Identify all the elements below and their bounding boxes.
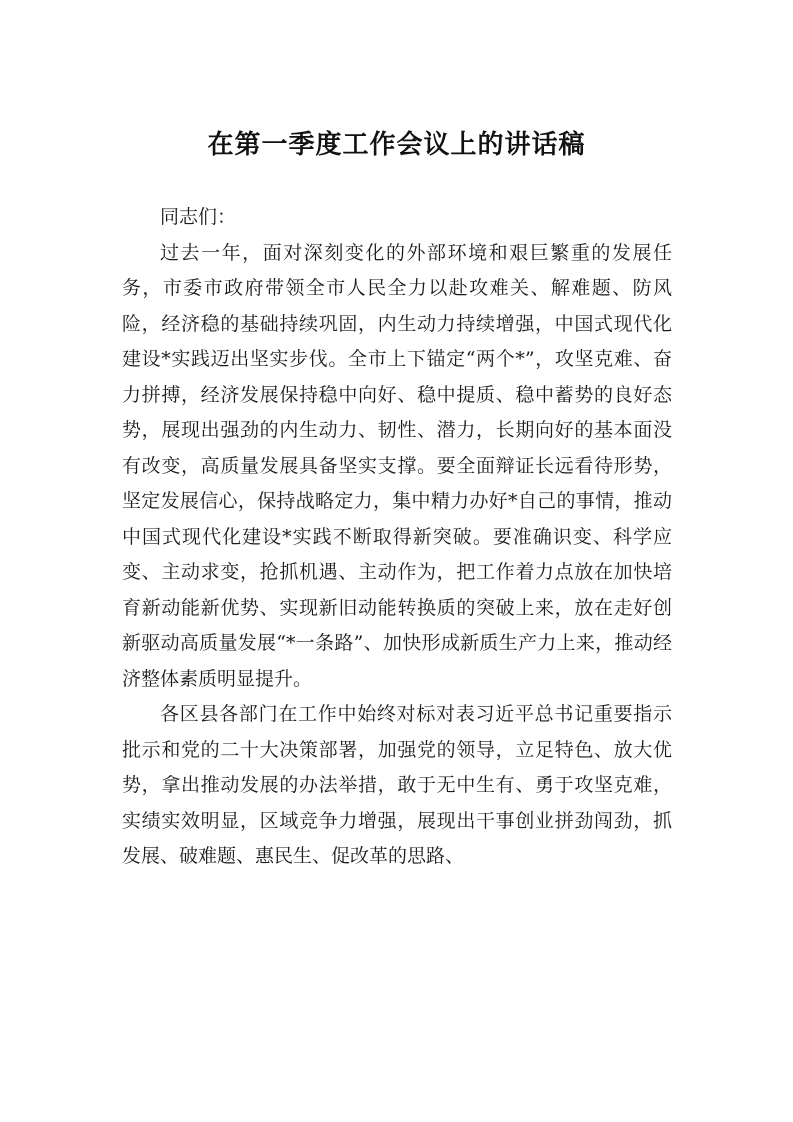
paragraph-2: 各区县各部门在工作中始终对标对表习近平总书记重要指示批示和党的二十大决策部署，加强党的领导，立足特色、放大优势，拿出推动发展的办法举措，敢于无中生有、勇于攻坚克难，实绩实效明显，区域竞争力增强，展现出干事创业拼劲闯劲，抓发展、破难题、惠民生、促改革的思路、: [122, 703, 672, 867]
paragraph-1: 过去一年，面对深刻变化的外部环境和艰巨繁重的发展任务，市委市政府带领全市人民全力以赴攻难关、解难题、防风险，经济稳的基础持续巩固，内生动力持续增强，中国式现代化建设*实践迈出坚实步伐。全市上下锚定“两个*”，攻坚克难、奋力拼搏，经济发展保持稳中向好、稳中提质、稳中蓄势的良好态势，展现出强劲的内生动力、韧性、潜力，长期向好的基本面没有改变，高质量发展具备坚实支撑。要全面辩证长远看待形势，坚定发展信心，保持战略定力，集中精力办好*自己的事情，推动中国式现代化建设*实践不断取得新突破。要准确识变、科学应变、主动求变，抢抓机遇、主动作为，把工作着力点放在加快培育新动能新优势、实现新旧动能转换质的突破上来，放在走好创新驱动高质量发展“*一条路”、加快形成新质生产力上来，推动经济整体素质明显提升。: [122, 241, 672, 690]
salutation: 同志们：: [160, 206, 237, 228]
document-body: [122, 200, 672, 875]
document-title: 在第一季度工作会议上的讲话稿: [207, 130, 586, 160]
